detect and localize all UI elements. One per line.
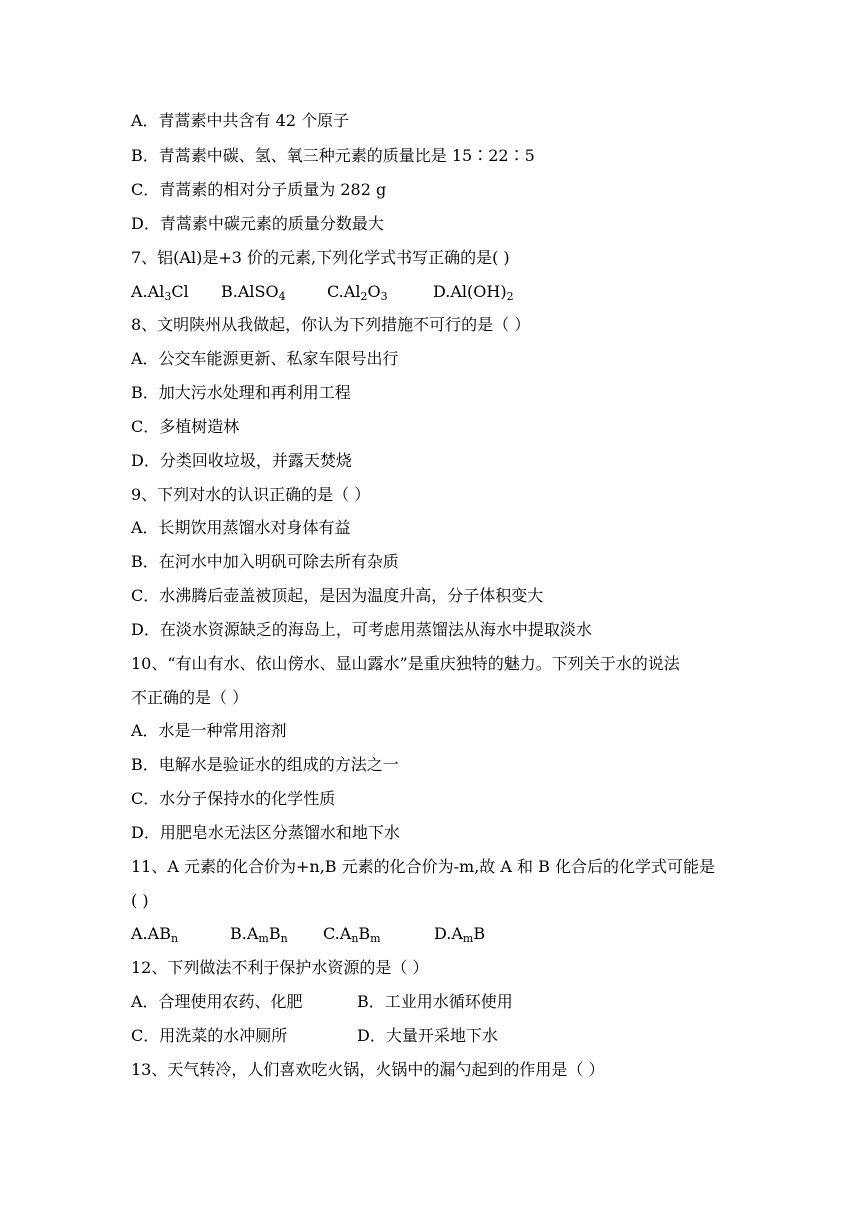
q6-option-d: D．青蒿素中碳元素的质量分数最大 [131, 214, 384, 233]
q7-option-a: $A.Al_3Cl$ [131, 282, 189, 303]
q12-options-row2 [131, 1025, 498, 1047]
q12-option-a: A．合理使用农药、化肥 [131, 992, 303, 1011]
q9-option-d: D．在淡水资源缺乏的海岛上，可考虑用蒸馏法从海水中提取淡水 [131, 620, 592, 639]
q10-option-b: B．电解水是验证水的组成的方法之一 [131, 755, 399, 774]
q11-options [131, 923, 485, 945]
q10-stem: 10、“有山有水、依山傍水、显山露水”是重庆独特的魅力。下列关于水的说法 [131, 654, 680, 673]
q12-options-row1 [131, 991, 513, 1013]
q7-options [131, 281, 514, 303]
q8-stem: 8、文明陕州从我做起，你认为下列措施不可行的是（ ） [131, 315, 531, 334]
q6-option-c: C．青蒿素的相对分子质量为 282 g [131, 180, 387, 199]
q8-option-b: B．加大污水处理和再利用工程 [131, 383, 351, 402]
q10-stem-cont: 不正确的是（ ） [131, 688, 249, 707]
q11-stem: 11、A 元素的化合价为+n,B 元素的化合价为-m,故 A 和 B 化合后的化学式可能是 [131, 857, 715, 876]
q8-option-d: D．分类回收垃圾，并露天焚烧 [131, 451, 352, 470]
q11-option-d: $D.A_mB$ [434, 924, 486, 945]
q10-option-a: A．水是一种常用溶剂 [131, 721, 287, 740]
q7-stem: 7、铝(Al)是+3 价的元素,下列化学式书写正确的是( ) [131, 248, 510, 267]
q11-option-c: $C.A_nB_m$ [323, 924, 381, 945]
q7-option-c: $C.Al_2O_3$ [327, 282, 388, 303]
q12-option-c: C．用洗菜的水冲厕所 [131, 1026, 288, 1045]
q11-stem-cont: ( ) [131, 891, 149, 910]
q6-option-b: B．青蒿素中碳、氢、氧三种元素的质量比是 15∶22∶5 [131, 146, 535, 165]
q10-option-c: C．水分子保持水的化学性质 [131, 789, 336, 808]
q11-option-a: $A.AB_n$ [131, 924, 179, 945]
q7-option-d: $D.Al(OH)_2$ [433, 282, 514, 303]
q9-option-a: A．长期饮用蒸馏水对身体有益 [131, 518, 351, 537]
q6-option-a: A．青蒿素中共含有 42 个原子 [131, 111, 350, 130]
q9-stem: 9、下列对水的认识正确的是（ ） [131, 485, 371, 504]
q7-option-b: B.AlSO$_4$ [221, 282, 286, 303]
q12-option-b: B．工业用水循环使用 [357, 992, 513, 1011]
q10-option-d: D．用肥皂水无法区分蒸馏水和地下水 [131, 823, 400, 842]
q11-option-b: $B.A_mB_n$ [230, 924, 288, 945]
q8-option-a: A．公交车能源更新、私家车限号出行 [131, 349, 399, 368]
q12-stem: 12、下列做法不利于保护水资源的是（ ） [131, 958, 429, 977]
q12-option-d: D．大量开采地下水 [357, 1026, 498, 1045]
q9-option-c: C．水沸腾后壶盖被顶起，是因为温度升高，分子体积变大 [131, 586, 544, 605]
q8-option-c: C．多植树造林 [131, 417, 240, 436]
q9-option-b: B．在河水中加入明矾可除去所有杂质 [131, 552, 399, 571]
q13-stem: 13、天气转冷，人们喜欢吃火锅，火锅中的漏勺起到的作用是（ ） [131, 1060, 605, 1079]
